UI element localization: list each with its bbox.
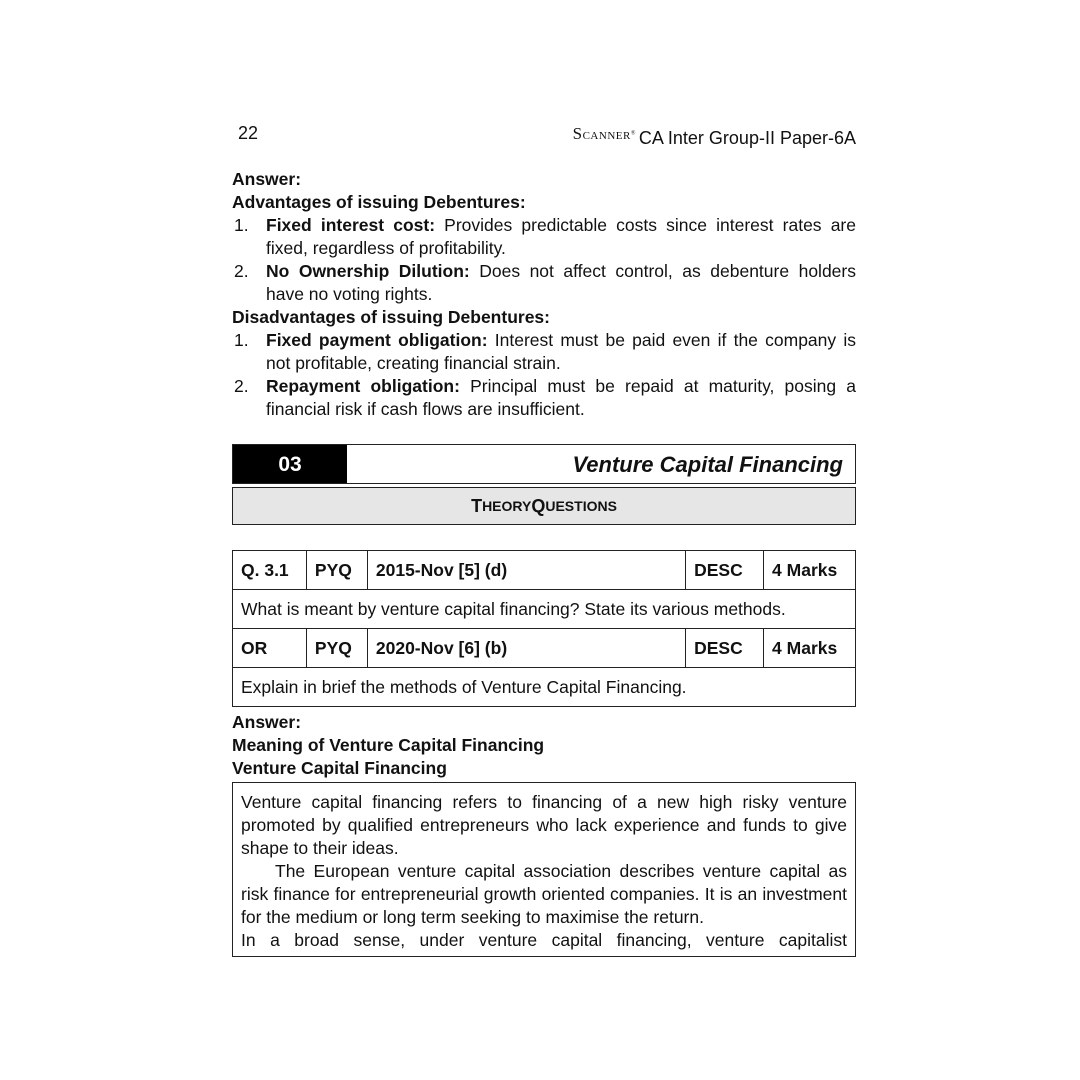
list-item: 2. Repayment obligation: Principal must be repaid at maturity, posing a financial risk if cash flows are insufficient.	[234, 376, 857, 419]
question-marks: 4 Marks	[764, 551, 856, 590]
question-ref: 2020-Nov [6] (b)	[367, 629, 685, 668]
scanner-logo: SCANNER®	[572, 124, 636, 143]
answer-label: Answer:	[232, 712, 302, 732]
chapter-title: Venture Capital Financing	[572, 451, 843, 477]
list-item: 1. Fixed interest cost: Provides predictable costs since interest rates are fixed, regardless of profitability.	[234, 215, 856, 258]
question-type: PYQ	[306, 551, 367, 590]
table-row	[233, 668, 856, 707]
question-ref: 2015-Nov [5] (d)	[367, 551, 685, 590]
question-table	[232, 550, 856, 707]
question-text: What is meant by venture capital financing? State its various methods.	[233, 590, 856, 629]
question-id: Q. 3.1	[233, 551, 307, 590]
question-kind: DESC	[686, 629, 764, 668]
definition-box	[232, 782, 856, 957]
list-item: 1. Fixed payment obligation: Interest must be paid even if the company is not profitable, creating financial strain.	[234, 330, 856, 373]
table-row	[233, 629, 856, 668]
question-text: Explain in brief the methods of Venture Capital Financing.	[233, 668, 856, 707]
table-row	[233, 551, 856, 590]
table-row	[233, 590, 856, 629]
question-type: PYQ	[306, 629, 367, 668]
disadvantages-list	[232, 329, 856, 421]
question-marks: 4 Marks	[764, 629, 856, 668]
section-heading: Meaning of Venture Capital Financing	[232, 735, 545, 755]
paragraph: The European venture capital association describes venture capital as risk finance for entrepreneurial growth oriented companies. It is an investment for the medium or long term seeking to maximise the return.	[241, 861, 847, 927]
running-header	[232, 120, 856, 148]
page-number: 22	[238, 123, 259, 143]
paragraph: In a broad sense, under venture capital financing, venture capitalist	[241, 930, 847, 950]
theory-questions-banner: T HEORY Q UESTIONS	[232, 487, 856, 525]
chapter-banner	[232, 444, 856, 484]
book-title: CA Inter Group-II Paper-6A	[638, 128, 856, 148]
page	[232, 120, 856, 957]
answer-label: Answer:	[232, 169, 302, 189]
list-item: 2. No Ownership Dilution: Does not affect control, as debenture holders have no voting rights.	[234, 261, 856, 304]
disadvantages-heading: Disadvantages of issuing Debentures:	[232, 307, 550, 327]
chapter-number: 03	[233, 445, 347, 483]
section-heading: Venture Capital Financing	[232, 758, 447, 778]
book-title-header	[573, 122, 856, 150]
advantages-list	[232, 214, 856, 306]
paragraph: Venture capital financing refers to financing of a new high risky venture promoted by qualified entrepreneurs who lack experience and funds to give shape to their ideas.	[241, 792, 847, 858]
question-kind: DESC	[686, 551, 764, 590]
question-id: OR	[233, 629, 307, 668]
advantages-heading: Advantages of issuing Debentures:	[232, 192, 526, 212]
